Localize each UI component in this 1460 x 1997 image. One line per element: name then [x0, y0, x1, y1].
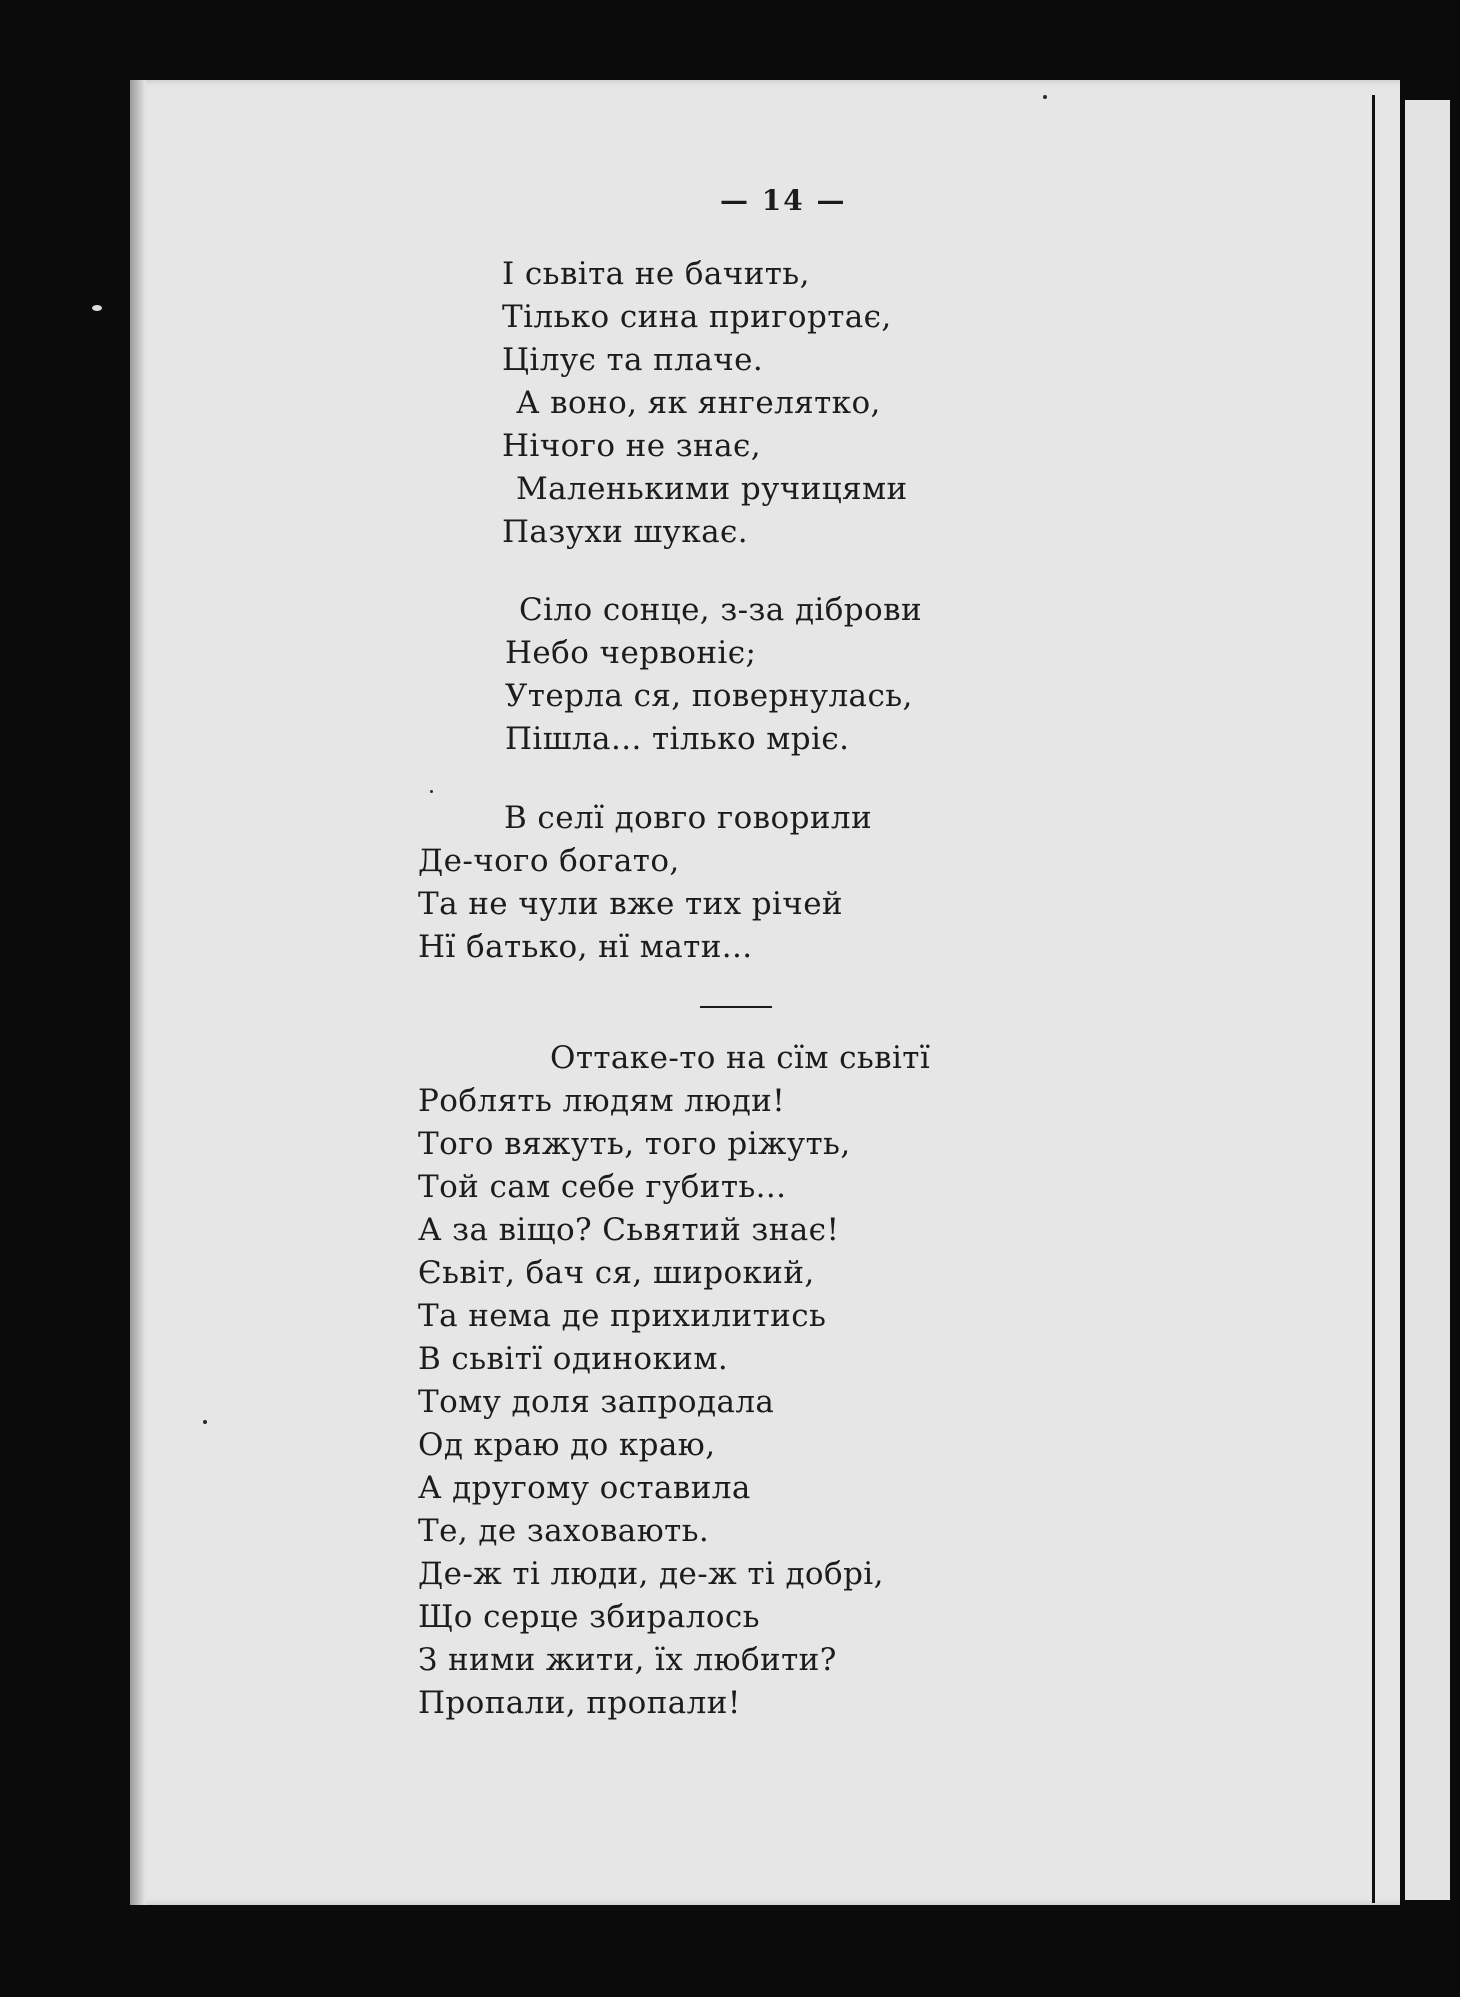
poem-line: Пропали, пропали!	[418, 1685, 741, 1721]
section-divider	[700, 1006, 772, 1008]
scan-speck	[92, 305, 102, 311]
poem-line: Нї батько, нї мати...	[418, 929, 753, 965]
poem-line: Та нема де прихилитись	[418, 1298, 827, 1334]
poem-line: Нічого не знає,	[502, 428, 761, 464]
poem-line: Оттаке-то на сїм сьвітї	[550, 1040, 931, 1076]
next-page-edge	[1405, 100, 1450, 1900]
poem-line: Тілько сина пригортає,	[502, 299, 892, 335]
poem-line: З ними жити, їх любити?	[418, 1642, 837, 1678]
poem-line: Те, де заховають.	[418, 1513, 710, 1549]
poem-line: Пішла... тілько мріє.	[505, 721, 850, 757]
poem-line: Роблять людям люди!	[418, 1083, 786, 1119]
poem-line: Той сам себе губить...	[418, 1169, 787, 1205]
poem-line: Утерла ся, повернулась,	[505, 678, 913, 714]
page-binding-shadow	[130, 80, 146, 1905]
poem-line: Та не чули вже тих річей	[418, 886, 843, 922]
poem-line: Сіло сонце, з-за діброви	[519, 592, 923, 628]
scan-speck	[1043, 95, 1047, 99]
poem-line: Того вяжуть, того ріжуть,	[418, 1126, 851, 1162]
poem-line: Що серце збиралось	[418, 1599, 760, 1635]
poem-line: Де-ж ті люди, де-ж ті добрі,	[418, 1556, 884, 1592]
poem-line: Цілує та плаче.	[502, 342, 764, 378]
poem-line: В сьвітї одиноким.	[418, 1341, 729, 1377]
poem-line: Пазухи шукає.	[502, 514, 748, 550]
poem-line: А за віщо? Сьвятий знає!	[418, 1212, 840, 1248]
poem-line: А воно, як янгелятко,	[516, 385, 881, 421]
scan-speck	[203, 1420, 207, 1424]
poem-line: Де-чого богато,	[418, 843, 680, 879]
poem-line: Тому доля запродала	[418, 1384, 775, 1420]
poem-line: А другому оставила	[418, 1470, 751, 1506]
page-edge	[1372, 95, 1375, 1903]
poem-line: Єьвіт, бач ся, широкий,	[418, 1255, 815, 1291]
page-number: — 14 —	[720, 184, 847, 217]
stanza-4	[418, 1037, 930, 1725]
poem-line: І сьвіта не бачить,	[502, 256, 810, 292]
poem-line: Од краю до краю,	[418, 1427, 716, 1463]
poem-line: В селї довго говорили	[504, 800, 873, 836]
stanza-3	[418, 797, 872, 969]
stanza-1	[502, 253, 908, 554]
stanza-2	[505, 589, 922, 761]
scan-speck	[430, 790, 433, 793]
poem-line: Маленькими ручицями	[516, 471, 908, 507]
poem-line: Небо червоніє;	[505, 635, 757, 671]
